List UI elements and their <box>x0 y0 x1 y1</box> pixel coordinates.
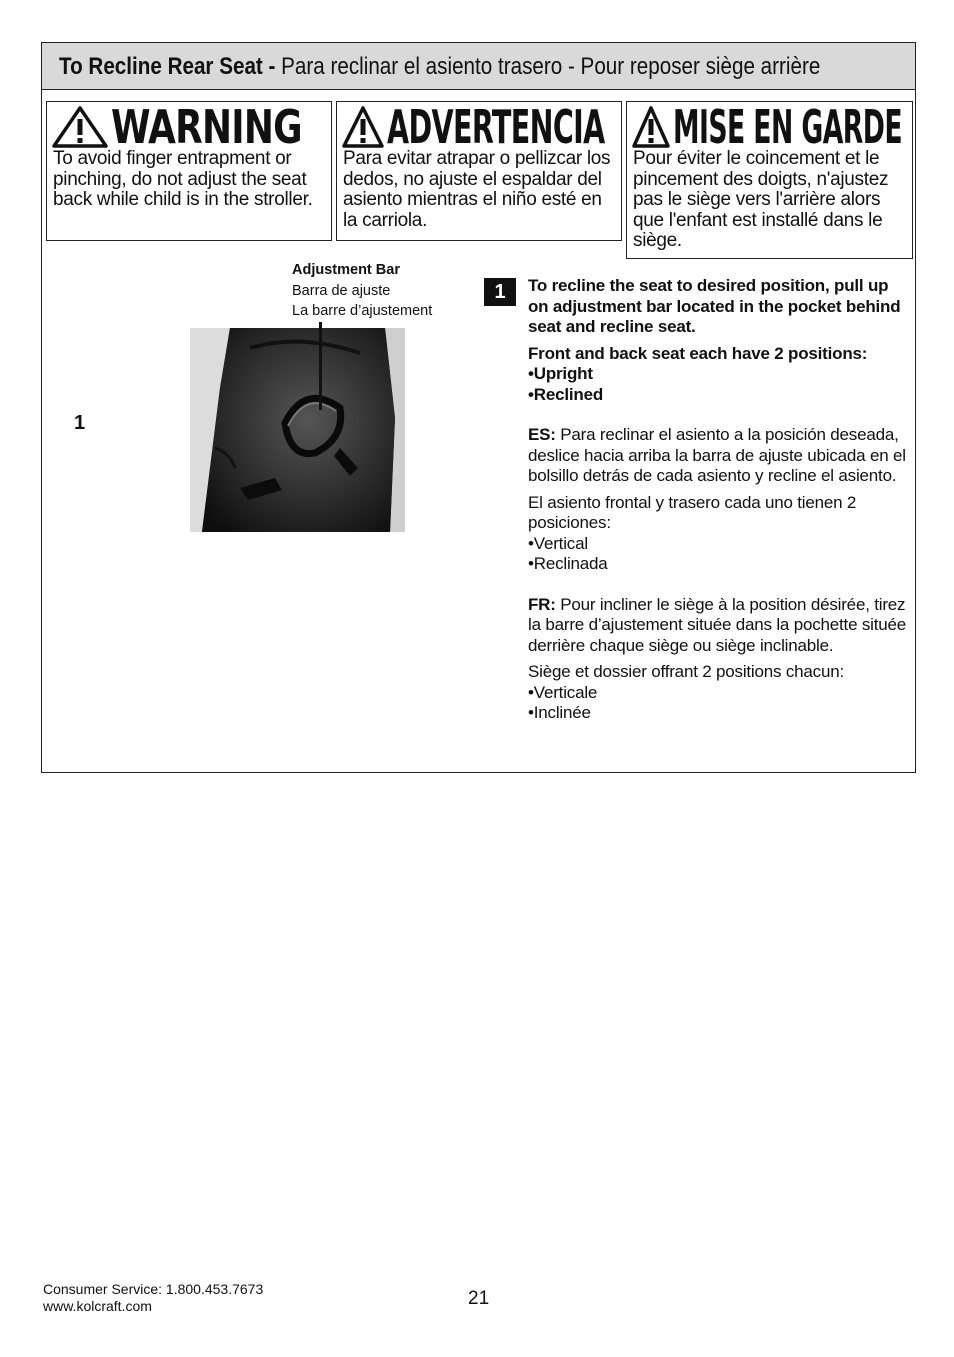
section-header <box>42 43 915 90</box>
warning-box-es <box>336 101 622 241</box>
option-inclinee: •Inclinée <box>528 703 591 722</box>
website-link[interactable]: www.kolcraft.com <box>43 1298 152 1314</box>
option-verticale: •Verticale <box>528 682 598 702</box>
option-reclined: •Reclined <box>528 384 604 404</box>
positions-en: Front and back seat each have 2 positions: <box>528 343 868 363</box>
consumer-service: Consumer Service: 1.800.453.7673 <box>43 1281 264 1297</box>
warning-triangle-icon <box>631 105 671 149</box>
warning-triangle-icon <box>341 105 385 149</box>
instruction-fr: FR: Pour incliner le siège à la position désirée, tirez la barre d’ajustement située dans la pochette située derrière chaque siège ou siège inclinable. <box>528 594 907 655</box>
warning-text: To avoid finger entrapment or pinching, do not adjust the seat back while child is in the stroller. <box>53 148 313 210</box>
seat-back-photo <box>190 328 405 532</box>
label-es: Barra de ajuste <box>292 282 391 299</box>
warning-box-fr <box>626 101 913 259</box>
label-fr: La barre d’ajustement <box>292 303 433 319</box>
advertencia-text: Para evitar atrapar o pellizcar los dedos, no ajuste el espaldar del asiento mientras el niño esté en la carriola. <box>343 148 611 231</box>
adjustment-bar-label <box>292 260 432 322</box>
warning-triangle-icon <box>51 105 109 149</box>
instruction-en: To recline the seat to desired position, pull up on adjustment bar located in the pocket behind seat and recline seat. <box>528 276 901 336</box>
positions-fr: Siège et dossier offrant 2 positions chacun: <box>528 662 844 681</box>
header-title-bold: To Recline Rear Seat - <box>59 53 276 80</box>
warning-title: WARNING <box>111 100 302 154</box>
callout-line <box>319 322 322 410</box>
warning-box-en <box>46 101 332 241</box>
instructions <box>528 276 912 724</box>
advertencia-title: ADVERTENCIA <box>387 100 605 154</box>
option-upright: •Upright <box>528 364 593 383</box>
positions-es: El asiento frontal y trasero cada uno tienen 2 posiciones: <box>528 492 857 532</box>
step-number-badge: 1 <box>484 278 516 306</box>
instruction-es: ES: Para reclinar el asiento a la posición deseada, deslice hacia arriba la barra de ajuste ubicada en el bolsillo detrás de cada asiento y recline el asiento. <box>528 425 906 485</box>
mise-en-garde-text: Pour éviter le coincement et le pincement des doigts, n'ajustez pas le siège vers l'arrière alors que l'enfant est installé dans le siège. <box>633 148 889 251</box>
figure-number: 1 <box>74 412 86 434</box>
option-reclinada: •Reclinada <box>528 554 608 573</box>
header-title-rest: Para reclinar el asiento trasero - Pour reposer siège arrière <box>275 53 821 80</box>
page-number: 21 <box>468 1288 490 1309</box>
footer-contact <box>43 1281 263 1315</box>
mise-en-garde-title: MISE EN GARDE <box>673 100 902 154</box>
label-en: Adjustment Bar <box>292 262 400 278</box>
option-vertical: •Vertical <box>528 533 588 553</box>
seat-back-illustration <box>190 328 405 532</box>
